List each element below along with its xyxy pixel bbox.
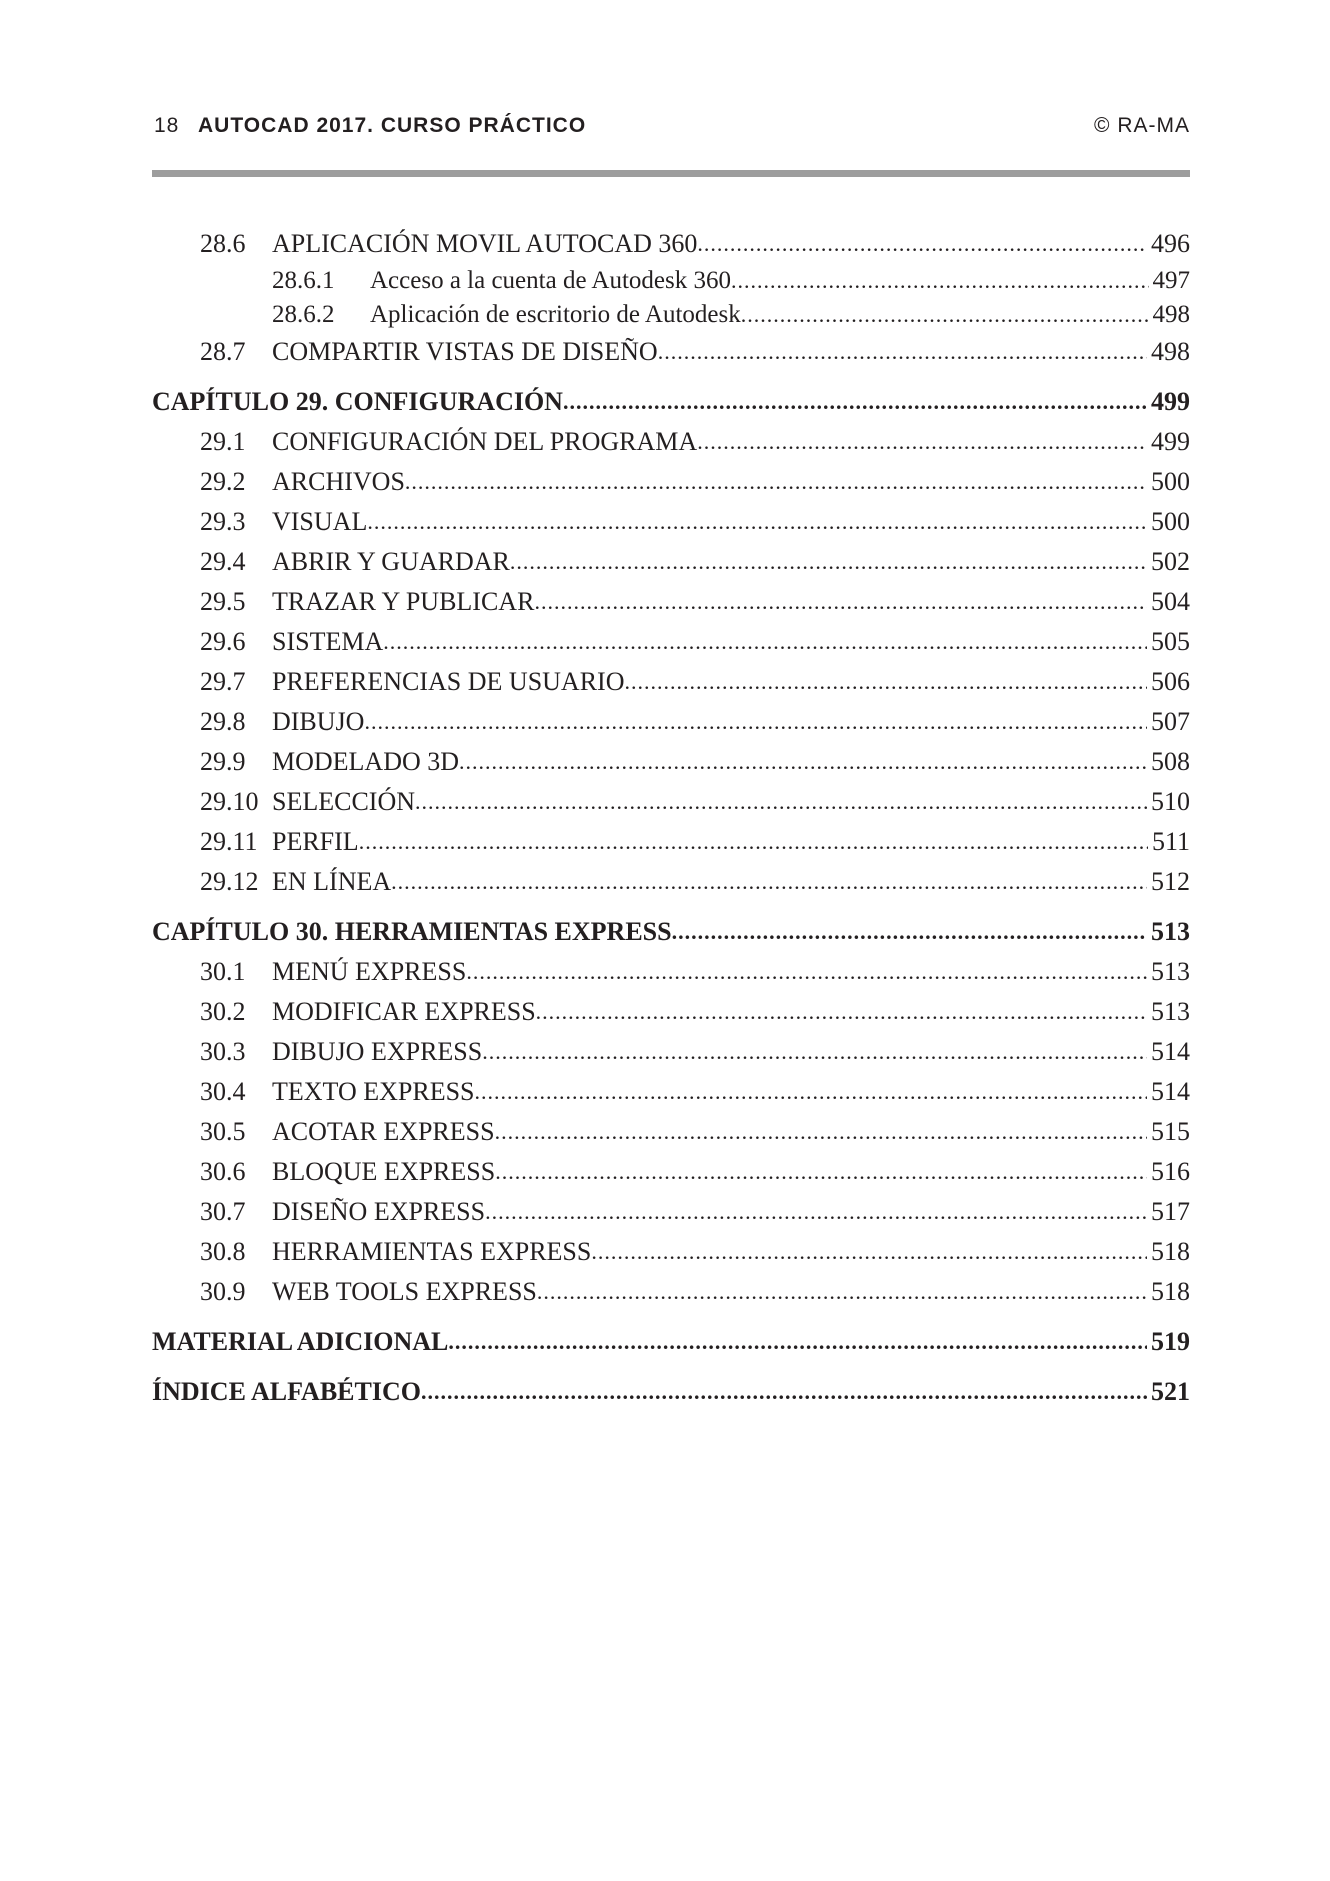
toc-entry-page: 518: [1151, 1237, 1190, 1266]
toc-entry-section: [152, 224, 1190, 264]
toc-entry-section: [152, 992, 1190, 1032]
toc-entry-title: DIBUJO: [272, 707, 365, 736]
toc-entry-page: 499: [1151, 387, 1190, 416]
dot-leader: [459, 742, 1147, 782]
toc-entry-page: 521: [1151, 1377, 1190, 1406]
toc-entry-page: 500: [1151, 507, 1190, 536]
toc-entry-number: 28.6.1: [272, 267, 335, 294]
toc-entry-title: WEB TOOLS EXPRESS: [272, 1277, 537, 1306]
toc-entry-section: [152, 542, 1190, 582]
toc-entry-page: 511: [1151, 827, 1190, 856]
toc-entry-page: 506: [1151, 667, 1190, 696]
toc-entry-number: 29.4: [200, 547, 246, 576]
toc-entry-page: 513: [1151, 917, 1190, 946]
toc-entry-page: 504: [1151, 587, 1190, 616]
toc-entry-page: 508: [1151, 747, 1190, 776]
dot-leader: [697, 224, 1147, 264]
dot-leader: [448, 1322, 1147, 1362]
toc-entry-page: 513: [1151, 957, 1190, 986]
toc-entry-section: [152, 1032, 1190, 1072]
toc-entry-page: 514: [1151, 1077, 1190, 1106]
toc-entry-section: [152, 1112, 1190, 1152]
toc-entry-title: ACOTAR EXPRESS: [272, 1117, 495, 1146]
toc-entry-title: DISEÑO EXPRESS: [272, 1197, 486, 1226]
toc-entry-number: 29.6: [200, 627, 246, 656]
toc-entry-number: 29.12: [200, 867, 259, 896]
toc-entry-page: 513: [1151, 997, 1190, 1026]
toc-entry-page: 496: [1151, 229, 1190, 258]
toc-entry-title: TEXTO EXPRESS: [272, 1077, 475, 1106]
toc-entry-section: [152, 862, 1190, 902]
toc-entry-number: 30.3: [200, 1037, 246, 1066]
dot-leader: [510, 542, 1147, 582]
toc-entry-title: TRAZAR Y PUBLICAR: [272, 587, 535, 616]
toc-entry-title: BLOQUE EXPRESS: [272, 1157, 496, 1186]
toc-entry-section: [152, 332, 1190, 372]
toc-entry-section: [152, 622, 1190, 662]
dot-leader: [563, 382, 1147, 422]
toc-entry-title: MODIFICAR EXPRESS: [272, 997, 536, 1026]
toc-entry-title: SELECCIÓN: [272, 787, 415, 816]
toc-entry-number: 30.5: [200, 1117, 246, 1146]
toc-entry-title: COMPARTIR VISTAS DE DISEÑO: [272, 337, 658, 366]
toc-entry-title: MENÚ EXPRESS: [272, 957, 467, 986]
toc-entry-number: 30.9: [200, 1277, 246, 1306]
toc-entry-page: 498: [1151, 337, 1190, 366]
toc-entry-sub: [152, 264, 1190, 298]
toc-entry-title: ARCHIVOS: [272, 467, 405, 496]
dot-leader: [495, 1112, 1147, 1152]
toc-entry-title: Aplicación de escritorio de Autodesk: [370, 301, 741, 328]
toc-entry-page: 497: [1152, 267, 1190, 294]
toc-entry-title: CAPÍTULO 29. CONFIGURACIÓN: [152, 387, 563, 416]
dot-leader: [495, 1152, 1147, 1192]
dot-leader: [537, 1272, 1147, 1312]
toc-entry-number: 29.3: [200, 507, 246, 536]
toc-entry-number: 29.8: [200, 707, 246, 736]
dot-leader: [421, 1372, 1147, 1412]
toc-entry-chapter: [152, 912, 1190, 952]
toc-entry-title: CAPÍTULO 30. HERRAMIENTAS EXPRESS: [152, 917, 672, 946]
toc-entry-page: 517: [1151, 1197, 1190, 1226]
toc-entry-section: [152, 952, 1190, 992]
toc-entry-title: VISUAL: [272, 507, 368, 536]
toc-entry-number: 30.8: [200, 1237, 246, 1266]
toc-entry-number: 28.6.2: [272, 301, 335, 328]
toc-entry-section: [152, 702, 1190, 742]
dot-leader: [475, 1072, 1148, 1112]
toc-entry-page: 514: [1151, 1037, 1190, 1066]
toc-entry-sub: [152, 298, 1190, 332]
dot-leader: [741, 298, 1149, 332]
toc-entry-page: 516: [1151, 1157, 1190, 1186]
dot-leader: [415, 782, 1147, 822]
toc-entry-number: 29.1: [200, 427, 246, 456]
toc-entry-number: 29.9: [200, 747, 246, 776]
toc-entry-section: [152, 1272, 1190, 1312]
toc-entry-title: PERFIL: [272, 827, 359, 856]
toc-entry-number: 29.2: [200, 467, 246, 496]
toc-entry-title: ÍNDICE ALFABÉTICO: [152, 1377, 421, 1406]
toc-entry-number: 28.7: [200, 337, 246, 366]
toc-entry-number: 30.4: [200, 1077, 246, 1106]
header-page-number: 18: [154, 114, 180, 137]
dot-leader: [405, 462, 1147, 502]
toc-entry-page: 512: [1151, 867, 1190, 896]
toc-entry-title: APLICACIÓN MOVIL AUTOCAD 360: [272, 229, 698, 258]
toc-entry-section: [152, 462, 1190, 502]
toc-entry-section: [152, 422, 1190, 462]
toc-entry-title: DIBUJO EXPRESS: [272, 1037, 483, 1066]
toc-entry-title: SISTEMA: [272, 627, 384, 656]
dot-leader: [485, 1192, 1147, 1232]
toc-entry-section: [152, 1192, 1190, 1232]
toc-entry-page: 510: [1151, 787, 1190, 816]
toc-entry-page: 518: [1151, 1277, 1190, 1306]
toc-entry-page: 507: [1151, 707, 1190, 736]
table-of-contents: [152, 224, 1190, 1412]
toc-entry-page: 515: [1151, 1117, 1190, 1146]
dot-leader: [625, 662, 1148, 702]
toc-entry-page: 499: [1151, 427, 1190, 456]
toc-entry-section: [152, 742, 1190, 782]
toc-entry-page: 500: [1151, 467, 1190, 496]
toc-entry-title: EN LÍNEA: [272, 867, 392, 896]
header-book-title: AUTOCAD 2017. CURSO PRÁCTICO: [198, 114, 587, 137]
dot-leader: [364, 702, 1147, 742]
header-rule: [152, 170, 1190, 177]
dot-leader: [383, 622, 1147, 662]
toc-entry-page: 502: [1151, 547, 1190, 576]
dot-leader: [658, 332, 1147, 372]
toc-entry-title: MODELADO 3D: [272, 747, 460, 776]
dot-leader: [697, 422, 1147, 462]
toc-entry-section: [152, 822, 1190, 862]
toc-entry-page: 498: [1152, 301, 1190, 328]
toc-entry-section: [152, 1232, 1190, 1272]
toc-entry-title: ABRIR Y GUARDAR: [272, 547, 510, 576]
toc-entry-title: MATERIAL ADICIONAL: [152, 1327, 449, 1356]
toc-entry-page: 519: [1151, 1327, 1190, 1356]
dot-leader: [672, 912, 1147, 952]
toc-entry-title: CONFIGURACIÓN DEL PROGRAMA: [272, 427, 698, 456]
toc-entry-chapter: [152, 1322, 1190, 1362]
toc-entry-number: 29.10: [200, 787, 259, 816]
toc-entry-section: [152, 662, 1190, 702]
dot-leader: [591, 1232, 1147, 1272]
toc-entry-title: HERRAMIENTAS EXPRESS: [272, 1237, 592, 1266]
toc-entry-number: 30.6: [200, 1157, 246, 1186]
toc-entry-title: PREFERENCIAS DE USUARIO: [272, 667, 625, 696]
dot-leader: [534, 582, 1147, 622]
toc-entry-chapter: [152, 1372, 1190, 1412]
dot-leader: [391, 862, 1147, 902]
toc-entry-number: 29.5: [200, 587, 246, 616]
toc-entry-number: 30.2: [200, 997, 246, 1026]
toc-entry-number: 30.7: [200, 1197, 246, 1226]
header-publisher: © RA-MA: [1094, 114, 1190, 137]
dot-leader: [359, 822, 1148, 862]
toc-entry-section: [152, 502, 1190, 542]
toc-entry-title: Acceso a la cuenta de Autodesk 360: [370, 267, 731, 294]
dot-leader: [731, 264, 1149, 298]
toc-entry-chapter: [152, 382, 1190, 422]
dot-leader: [482, 1032, 1147, 1072]
running-header: [152, 108, 1190, 142]
dot-leader: [367, 502, 1147, 542]
toc-entry-number: 28.6: [200, 229, 246, 258]
toc-entry-page: 505: [1151, 627, 1190, 656]
toc-entry-section: [152, 1072, 1190, 1112]
toc-entry-section: [152, 782, 1190, 822]
toc-entry-number: 30.1: [200, 957, 246, 986]
toc-entry-number: 29.7: [200, 667, 246, 696]
dot-leader: [466, 952, 1147, 992]
toc-entry-number: 29.11: [200, 827, 258, 856]
dot-leader: [536, 992, 1147, 1032]
toc-entry-section: [152, 582, 1190, 622]
toc-entry-section: [152, 1152, 1190, 1192]
